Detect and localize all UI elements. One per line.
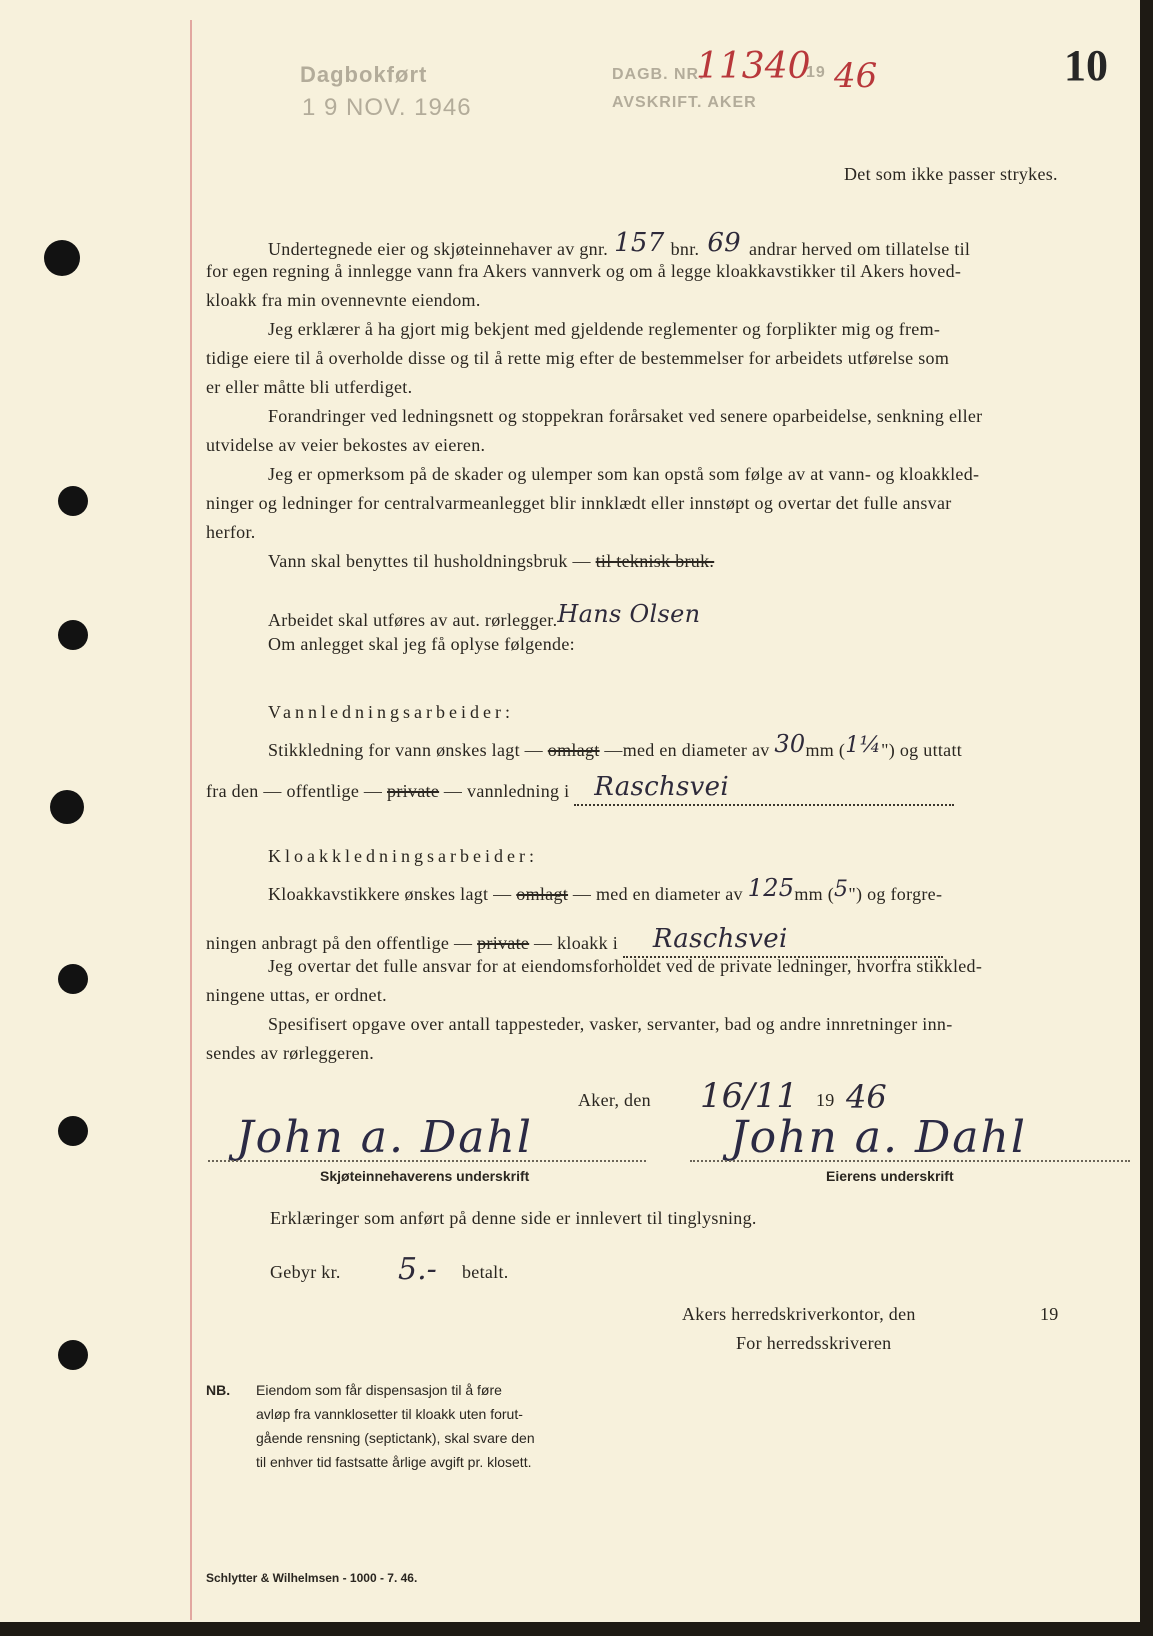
para1-line2: for egen regning å innlegge vann fra Akers vannverk og om å legge kloakkavstikker til Akers hoved- bbox=[206, 261, 962, 281]
sewer-street-field bbox=[623, 926, 943, 958]
dagb-stamp-label: DAGB. NR. bbox=[612, 66, 705, 83]
water-use-line bbox=[268, 551, 714, 572]
para1-prefix: Undertegnede eier og skjøteinnehaver av gnr. bbox=[268, 239, 609, 259]
dagb-number: 11340 bbox=[696, 46, 811, 87]
sewer-diameter-in: 5 bbox=[834, 877, 849, 902]
office-line2: For herredsskriveren bbox=[736, 1333, 892, 1353]
signature-right: John a. Dahl bbox=[730, 1112, 1027, 1163]
para1-line3: kloakk fra min ovennevnte eiendom. bbox=[206, 290, 481, 310]
water-l1-d: ") og uttatt bbox=[881, 740, 963, 760]
water-use-struck: til teknisk bruk. bbox=[595, 551, 715, 571]
nb-line2: avløp fra vannklosetter til kloakk uten forut- bbox=[256, 1406, 523, 1422]
header-note: Det som ikke passer strykes. bbox=[844, 164, 1058, 184]
para4-line3: herfor. bbox=[206, 522, 256, 542]
water-street-field bbox=[574, 774, 954, 806]
water-work-heading: Vannledningsarbeider: bbox=[268, 702, 514, 722]
para6-line2: sendes av rørleggeren. bbox=[206, 1043, 375, 1063]
water-diameter-mm: 30 bbox=[774, 730, 806, 758]
date-place: Aker, den bbox=[578, 1090, 651, 1110]
fee-amount: 5.- bbox=[398, 1252, 437, 1287]
sewer-work-heading: Kloakkledningsarbeider: bbox=[268, 846, 538, 866]
binder-hole bbox=[58, 1116, 88, 1146]
dagb-year: 46 bbox=[834, 56, 878, 96]
dagb-year-prefix: 19 bbox=[806, 64, 826, 81]
water-l1-b: —med en diameter av bbox=[604, 740, 770, 760]
para5-line1: Jeg overtar det fulle ansvar for at eiendomsforholdet ved de private ledninger, hvorfra stikkled- bbox=[268, 956, 983, 976]
signature-right-label: Eierens underskrift bbox=[826, 1168, 954, 1184]
para2-line2: tidige eiere til å overholde disse og til å rette mig efter de bestemmelser for arbeidets utførelse som bbox=[206, 348, 950, 368]
plumber-line bbox=[268, 600, 701, 632]
water-use-text: Vann skal benyttes til husholdningsbruk — bbox=[268, 551, 591, 571]
water-l1-struck: omlagt bbox=[547, 740, 600, 760]
signature-line-left bbox=[208, 1160, 646, 1162]
para2-line3: er eller måtte bli utferdiget. bbox=[206, 377, 413, 397]
para3-line2: utvidelse av veier bekostes av eieren. bbox=[206, 435, 486, 455]
para1-suffix: andrar herved om tillatelse til bbox=[749, 239, 971, 259]
date-year-prefix: 19 bbox=[816, 1090, 835, 1110]
binder-hole bbox=[58, 486, 88, 516]
sewer-work-line2 bbox=[206, 926, 943, 958]
bnr-value: 69 bbox=[707, 228, 741, 258]
office-year: 19 bbox=[1040, 1304, 1059, 1324]
binder-hole bbox=[58, 620, 88, 650]
binder-hole bbox=[50, 790, 84, 824]
sewer-l1-c: mm ( bbox=[794, 884, 835, 904]
para2-line1: Jeg erklærer å ha gjort mig bekjent med gjeldende reglementer og forplikter mig og frem- bbox=[268, 319, 941, 339]
sewer-l1-a: Kloakkavstikkere ønskes lagt — bbox=[268, 884, 512, 904]
sewer-l1-b: — med en diameter av bbox=[572, 884, 743, 904]
nb-label: NB. bbox=[206, 1382, 231, 1398]
water-l2-b: — vannledning i bbox=[443, 781, 570, 801]
water-work-line1 bbox=[268, 730, 963, 762]
nb-line4: til enhver tid fastsatte årlige avgift pr. klosett. bbox=[256, 1454, 532, 1470]
plumber-label: Arbeidet skal utføres av aut. rørlegger. bbox=[268, 610, 558, 630]
signature-left: John a. Dahl bbox=[236, 1112, 533, 1163]
water-l1-a: Stikkledning for vann ønskes lagt — bbox=[268, 740, 543, 760]
sewer-work-line1 bbox=[268, 874, 943, 906]
binder-hole bbox=[58, 964, 88, 994]
inform-line: Om anlegget skal jeg få oplyse følgende: bbox=[268, 634, 575, 654]
para4-line2: ninger og ledninger for centralvarmeanlegget blir innklædt eller innstøpt og overtar det fulle ansvar bbox=[206, 493, 952, 513]
margin-line bbox=[190, 20, 192, 1620]
water-l2-a: fra den — offentlige — bbox=[206, 781, 383, 801]
nb-line1: Eiendom som får dispensasjon til å føre bbox=[256, 1382, 502, 1398]
para1-line1 bbox=[268, 228, 1130, 262]
sewer-diameter-mm: 125 bbox=[747, 874, 795, 902]
para5-line2: ningene uttas, er ordnet. bbox=[206, 985, 387, 1005]
sewer-l1-struck: omlagt bbox=[516, 884, 569, 904]
water-work-line2 bbox=[206, 774, 954, 806]
sewer-l2-struck: private bbox=[477, 933, 530, 953]
journal-stamp-label: Dagbokført bbox=[300, 62, 428, 87]
fee-label: Gebyr kr. bbox=[270, 1262, 341, 1282]
para4-line1: Jeg er opmerksom på de skader og ulemper som kan opstå som følge av at vann- og kloakkled- bbox=[268, 464, 980, 484]
water-l1-c: mm ( bbox=[805, 740, 846, 760]
sewer-l2-a: ningen anbragt på den offentlige — bbox=[206, 933, 473, 953]
nb-line3: gående rensning (septictank), skal svare den bbox=[256, 1430, 535, 1446]
binder-hole bbox=[58, 1340, 88, 1370]
declaration: Erklæringer som anført på denne side er innlevert til tinglysning. bbox=[270, 1208, 757, 1228]
gnr-value: 157 bbox=[614, 228, 665, 258]
sewer-l2-b: — kloakk i bbox=[534, 933, 618, 953]
para6-line1: Spesifisert opgave over antall tappesteder, vasker, servanter, bad og andre innretninger inn- bbox=[268, 1014, 953, 1034]
water-street: Raschsvei bbox=[594, 772, 729, 802]
signature-line-right bbox=[690, 1160, 1130, 1162]
sewer-street: Raschsvei bbox=[652, 924, 788, 954]
fee-paid: betalt. bbox=[462, 1262, 509, 1282]
office-line1: Akers herredskriverkontor, den bbox=[682, 1304, 916, 1324]
para1-mid: bnr. bbox=[670, 239, 700, 259]
journal-stamp-date: 1 9 NOV. 1946 bbox=[302, 94, 472, 121]
water-l2-struck: private bbox=[387, 781, 440, 801]
para3-line1: Forandringer ved ledningsnett og stoppekran forårsaket ved senere oparbeidelse, senkning eller bbox=[268, 406, 983, 426]
date-value: 16/11 bbox=[700, 1076, 798, 1116]
avskrift-stamp: AVSKRIFT. AKER bbox=[612, 94, 757, 111]
printer-imprint: Schlytter & Wilhelmsen - 1000 - 7. 46. bbox=[206, 1571, 418, 1585]
sewer-l1-d: ") og forgre- bbox=[848, 884, 943, 904]
water-diameter-in: 1¼ bbox=[845, 733, 882, 758]
date-year: 46 bbox=[846, 1078, 887, 1116]
page-number: 10 bbox=[1064, 41, 1108, 90]
binder-hole bbox=[44, 240, 80, 276]
signature-left-label: Skjøteinnehaverens underskrift bbox=[320, 1168, 530, 1184]
plumber-name: Hans Olsen bbox=[557, 600, 701, 628]
